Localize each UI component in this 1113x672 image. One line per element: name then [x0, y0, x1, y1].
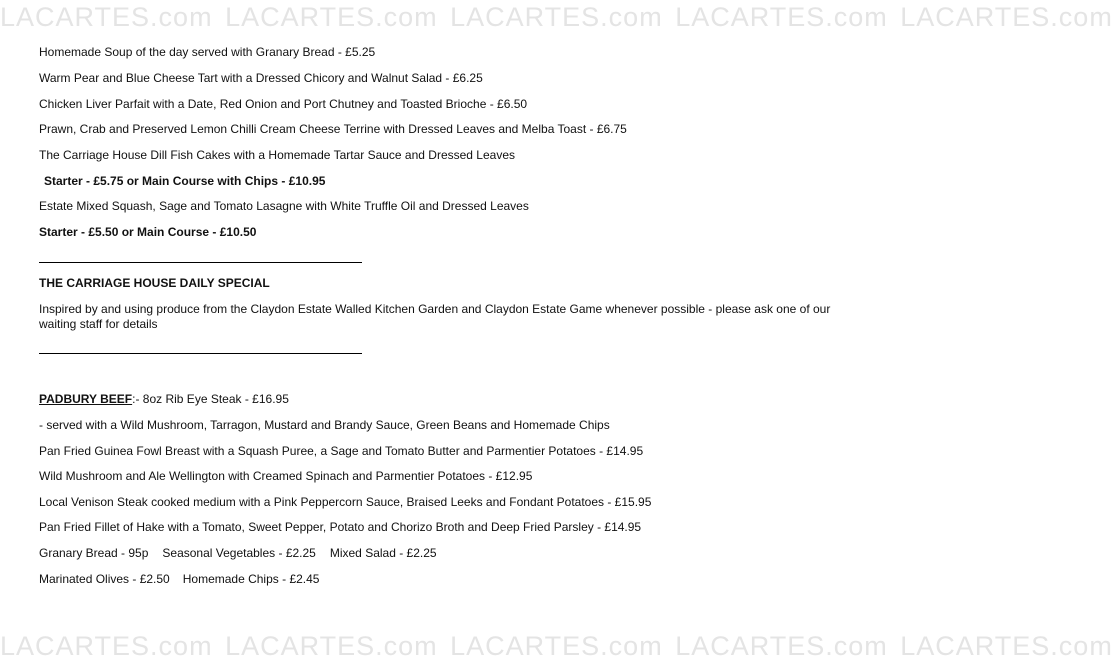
menu-item-wellington: Wild Mushroom and Ale Wellington with Creamed Spinach and Parmentier Potatoes - £12.95: [39, 469, 533, 483]
fish-cakes-price: Starter - £5.75 or Main Course with Chips - £10.95: [44, 174, 326, 188]
lasagne-price: Starter - £5.50 or Main Course - £10.50: [39, 225, 257, 239]
menu-item-guinea-fowl: Pan Fried Guinea Fowl Breast with a Squash Puree, a Sage and Tomato Butter and Parmentier Potatoes - £14.95: [39, 444, 644, 458]
side-marinated-olives: Marinated Olives - £2.50: [39, 572, 170, 586]
menu-item-terrine: Prawn, Crab and Preserved Lemon Chilli Cream Cheese Terrine with Dressed Leaves and Melba Toast - £6.75: [39, 122, 627, 136]
menu-item-venison: Local Venison Steak cooked medium with a Pink Peppercorn Sauce, Braised Leeks and Fondant Potatoes - £15.95: [39, 495, 652, 509]
side-seasonal-vegetables: Seasonal Vegetables - £2.25: [162, 546, 316, 560]
menu-item-fish-cakes: The Carriage House Dill Fish Cakes with a Homemade Tartar Sauce and Dressed Leaves: [39, 148, 515, 162]
menu-item-hake: Pan Fried Fillet of Hake with a Tomato, Sweet Pepper, Potato and Chorizo Broth and Deep Fried Parsley - £14.95: [39, 520, 642, 534]
menu-item-lasagne: Estate Mixed Squash, Sage and Tomato Lasagne with White Truffle Oil and Dressed Leaves: [39, 199, 529, 213]
sides-row-1: [39, 546, 437, 561]
menu-item-pear-tart: Warm Pear and Blue Cheese Tart with a Dressed Chicory and Walnut Salad - £6.25: [39, 71, 483, 85]
side-granary-bread: Granary Bread - 95p: [39, 546, 149, 560]
watermark-bottom: LACARTES.com LACARTES.com LACARTES.com LACARTES.com LACARTES.com: [0, 631, 1113, 661]
menu-item-liver-parfait: Chicken Liver Parfait with a Date, Red Onion and Port Chutney and Toasted Brioche - £6.50: [39, 97, 528, 111]
menu-item-soup: Homemade Soup of the day served with Granary Bread - £5.25: [39, 45, 376, 59]
padbury-beef-label: PADBURY BEEF: [39, 392, 133, 406]
watermark-top: LACARTES.com LACARTES.com LACARTES.com LACARTES.com LACARTES.com: [0, 2, 1113, 32]
padbury-beef-steak: :- 8oz Rib Eye Steak - £16.95: [132, 392, 289, 406]
special-description: Inspired by and using produce from the Claydon Estate Walled Kitchen Garden and Claydon Estate Game whenever possible - please ask one of our waiting staff for details: [39, 302, 831, 331]
sides-row-2: [39, 572, 319, 587]
special-heading: THE CARRIAGE HOUSE DAILY SPECIAL: [39, 276, 270, 290]
divider-top: [39, 262, 362, 263]
beef-served-with: - served with a Wild Mushroom, Tarragon, Mustard and Brandy Sauce, Green Beans and Homemade Chips: [39, 418, 610, 432]
side-mixed-salad: Mixed Salad - £2.25: [329, 546, 437, 560]
padbury-beef: [39, 392, 289, 407]
side-homemade-chips: Homemade Chips - £2.45: [182, 572, 320, 586]
divider-bottom: [39, 353, 362, 354]
